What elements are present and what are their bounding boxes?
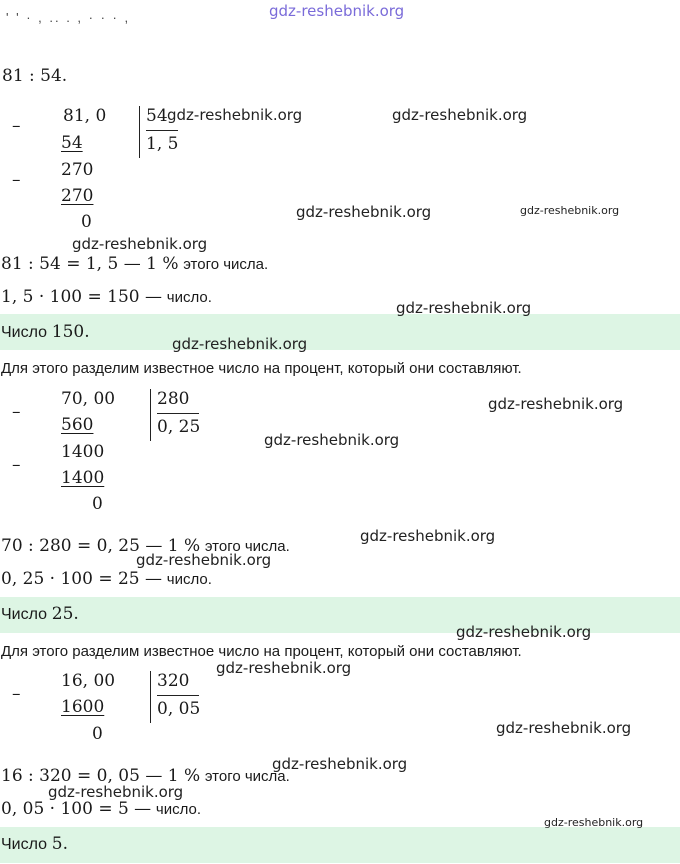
- watermark: gdz-reshebnik.org: [496, 719, 632, 737]
- remainder-final: 0: [92, 494, 103, 514]
- watermark: gdz-reshebnik.org: [456, 623, 592, 641]
- divisor: 280: [157, 389, 190, 409]
- dividend: 70, 00: [61, 389, 116, 409]
- task3-line1: 16 : 320 = 0, 05 — 1 % этого числа.: [1, 766, 290, 786]
- minus-sign: –: [12, 116, 21, 136]
- task1-expression: 81 : 54.: [2, 66, 68, 86]
- divisor: 54: [146, 106, 168, 126]
- remainder-final: 0: [81, 212, 92, 232]
- task1-line2: 1, 5 · 100 = 150 — число.: [1, 287, 212, 307]
- subtrahend-2: 1400: [61, 468, 105, 488]
- dividend: 81, 0: [63, 106, 107, 126]
- watermark: gdz-reshebnik.org: [544, 816, 644, 829]
- watermark: gdz-reshebnik.org: [172, 335, 308, 353]
- watermark: gdz-reshebnik.org: [392, 106, 528, 124]
- task3-intro: Для этого разделим известное число на процент, который они составляют.: [1, 643, 522, 660]
- watermark: gdz-reshebnik.org: [136, 551, 272, 569]
- subtrahend-1: 1600: [61, 697, 105, 717]
- remainder-1: 1400: [61, 442, 105, 462]
- task2-line1: 70 : 280 = 0, 25 — 1 % этого числа.: [1, 536, 290, 556]
- task1-line1: 81 : 54 = 1, 5 — 1 % этого числа.: [1, 254, 269, 274]
- watermark: gdz-reshebnik.org: [264, 431, 400, 449]
- watermark: gdz-reshebnik.org: [72, 235, 208, 253]
- quotient: 0, 25: [157, 417, 201, 437]
- task3-line2: 0, 05 · 100 = 5 — число.: [1, 799, 202, 819]
- quotient: 0, 05: [157, 699, 201, 719]
- cut-off-text-line: ' ' · , .. . , · · · ,: [6, 10, 131, 25]
- dividend: 16, 00: [61, 671, 116, 691]
- minus-sign: –: [12, 170, 21, 190]
- watermark-top: gdz-reshebnik.org: [269, 2, 405, 20]
- subtrahend-2: 270: [61, 186, 94, 206]
- subtrahend-1: 54: [61, 133, 83, 153]
- watermark: gdz-reshebnik.org: [360, 527, 496, 545]
- watermark: gdz-reshebnik.org: [396, 299, 532, 317]
- task2-intro: Для этого разделим известное число на процент, который они составляют.: [1, 360, 522, 377]
- watermark: gdz-reshebnik.org: [272, 755, 408, 773]
- quotient: 1, 5: [146, 134, 179, 154]
- watermark: gdz-reshebnik.org: [296, 203, 432, 221]
- division-bar: [150, 389, 151, 441]
- task2-line2: 0, 25 · 100 = 25 — число.: [1, 569, 212, 589]
- division-bar: [139, 106, 140, 158]
- remainder-final: 0: [92, 724, 103, 744]
- quotient-line: [157, 695, 199, 696]
- watermark: gdz-reshebnik.org: [488, 395, 624, 413]
- watermark: gdz-reshebnik.org: [48, 783, 184, 801]
- subtrahend-1: 560: [61, 415, 94, 435]
- minus-sign: –: [12, 402, 21, 422]
- divisor: 320: [157, 671, 190, 691]
- minus-sign: –: [12, 684, 21, 704]
- division-bar: [150, 671, 151, 723]
- answer-highlight: [0, 314, 680, 350]
- watermark: gdz-reshebnik.org: [520, 204, 620, 217]
- quotient-line: [146, 130, 178, 131]
- task3-answer: Число 5.: [1, 834, 68, 854]
- watermark: gdz-reshebnik.org: [167, 106, 303, 124]
- watermark: gdz-reshebnik.org: [216, 659, 352, 677]
- quotient-line: [157, 413, 199, 414]
- minus-sign: –: [12, 455, 21, 475]
- task2-answer: Число 25.: [1, 604, 79, 624]
- task1-answer: Число 150.: [1, 322, 90, 342]
- answer-highlight: [0, 827, 680, 863]
- remainder-1: 270: [61, 160, 94, 180]
